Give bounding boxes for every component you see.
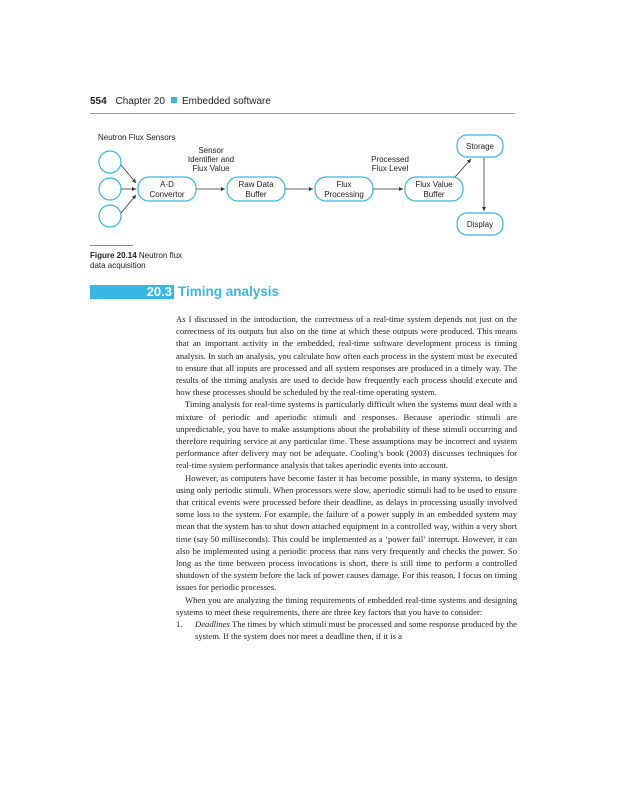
raw-label-2: Buffer bbox=[245, 190, 267, 199]
body-text bbox=[176, 313, 517, 642]
paragraph: When you are analyzing the timing requirements of embedded real-time systems and designing systems to meet these requirements, there are three key factors that you have to consider: bbox=[176, 594, 517, 617]
section-number: 20.3 bbox=[146, 284, 172, 299]
display-label: Display bbox=[466, 220, 494, 229]
arrow bbox=[121, 165, 136, 183]
sensor-circle bbox=[99, 178, 121, 200]
list-item-text: The times by which stimuli must be processed and some response produced by the system. If the system does not meet a deadline then, if it is a bbox=[195, 619, 517, 642]
processed-label-2: Flux Level bbox=[371, 164, 409, 173]
section-title: Timing analysis bbox=[178, 284, 280, 299]
list-item bbox=[176, 618, 517, 642]
ad-label-1: A-D bbox=[160, 180, 174, 189]
fvb-label-1: Flux Value bbox=[415, 180, 453, 189]
arrow bbox=[121, 195, 136, 213]
caption-rule bbox=[90, 245, 133, 246]
paragraph: As I discussed in the introduction, the correctness of a real-time system depends not just on the correctness of its outputs but also on the time at which these outputs were produced. This means that an important activity in the embedded, real-time software development process is timing analysis. In such an analysis, you calculate how often each process in the system must be executed to ensure that all inputs are processed and all system responses are produced in a timely way. The results of the timing analysis are used to decide how frequently each process should execute and how these processes should be scheduled by the real-time operating system. bbox=[176, 314, 517, 398]
figure-title: Neutron Flux Sensors bbox=[98, 133, 176, 142]
figure-caption bbox=[90, 251, 185, 271]
fvb-label-2: Buffer bbox=[423, 190, 445, 199]
flux-label-1: Flux bbox=[336, 180, 352, 189]
caption-text: Neutron flux data acquisition bbox=[90, 251, 183, 270]
list-item-number: 1. bbox=[176, 619, 183, 630]
flux-label-2: Processing bbox=[324, 190, 364, 199]
processed-label-1: Processed bbox=[371, 155, 409, 164]
list-item-term: Deadlines bbox=[195, 619, 230, 630]
raw-label-1: Raw Data bbox=[238, 180, 274, 189]
chapter-label: Chapter 20 bbox=[115, 96, 165, 107]
paragraph: However, as computers have become faster it has become possible, in many systems, to design using only periodic stimuli. When processors were slow, aperiodic stimuli had to be used to ensure that critical events were processed before their deadline, as delays in processing usually involved some loss to the system. For example, the failure of a power supply in an embedded system may mean that the system has to shut down attached equipment in a controlled way, within a very short time (say 50 milliseconds). This could be implemented as a ‘power fail’ interrupt. However, it can also be implemented using a periodic process that runs very frequently and checks the power. So long as the time between process invocations is short, there is still time to perform a controlled shutdown of the system before the lack of power causes damage. For this reason, I focus on timing issues for periodic processes. bbox=[176, 472, 517, 593]
sensor-label-2: Identifier and bbox=[187, 155, 235, 164]
paragraph: Timing analysis for real-time systems is particularly difficult when the systems must deal with a mixture of periodic and aperiodic stimuli and responses. Because aperiodic stimuli are unpredictable, you have to make assumptions about the probability of these stimuli occurring and therefore requiring service at any particular time. These assumptions may be incorrect and system performance after delivery may not be adequate. Cooling’s book (2003) discusses techniques for real-time system performance analysis that takes aperiodic events into account. bbox=[176, 399, 517, 471]
caption-label: Figure 20.14 bbox=[90, 251, 137, 260]
sensor-label-1: Sensor bbox=[198, 146, 224, 155]
arrow bbox=[455, 159, 471, 177]
sensor-label-3: Flux Value bbox=[192, 164, 230, 173]
page-number: 554 bbox=[90, 96, 107, 107]
chapter-title: Embedded software bbox=[181, 96, 271, 107]
ad-label-2: Convertor bbox=[149, 190, 185, 199]
sensor-circle bbox=[99, 205, 121, 227]
sensor-circle bbox=[99, 151, 121, 173]
storage-label: Storage bbox=[465, 142, 495, 151]
